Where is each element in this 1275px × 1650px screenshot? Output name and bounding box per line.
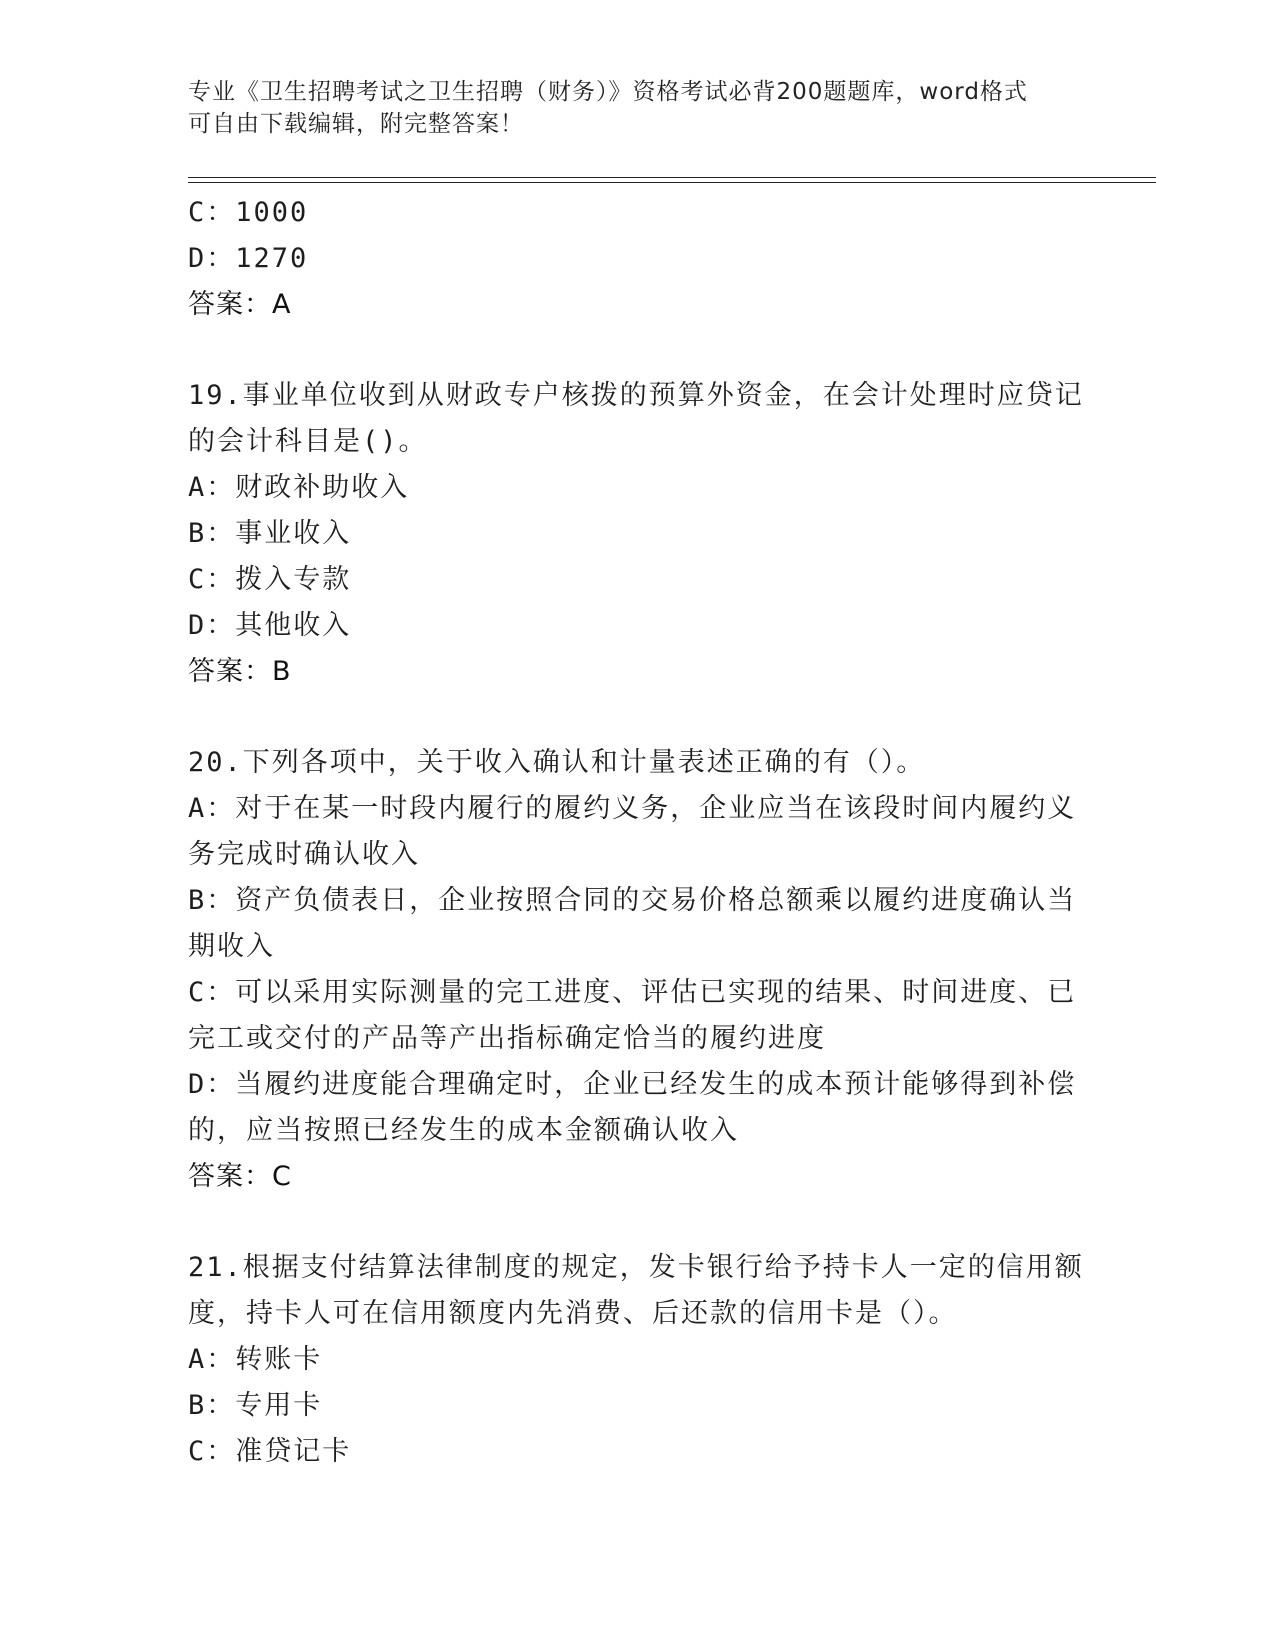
option-line: 务完成时确认收入 (188, 839, 420, 870)
question-stem-line: 21.根据支付结算法律制度的规定，发卡银行给予持卡人一定的信用额 (188, 1252, 1084, 1283)
option-line: 的，应当按照已经发生的成本金额确认收入 (188, 1115, 739, 1146)
option-line: C：准贷记卡 (188, 1436, 352, 1467)
question-stem-line: 度，持卡人可在信用额度内先消费、后还款的信用卡是（）。 (188, 1298, 958, 1329)
question-stem-line: 19.事业单位收到从财政专户核拨的预算外资金，在会计处理时应贷记 (188, 380, 1084, 411)
header-line-2: 可自由下载编辑，附完整答案！ (188, 111, 524, 137)
option-line: A：财政补助收入 (188, 472, 410, 503)
option-line: C：可以采用实际测量的完工进度、评估已实现的结果、时间进度、已 (188, 977, 1077, 1008)
header-divider-bottom (188, 182, 1156, 183)
option-line: C：1000 (188, 197, 309, 228)
answer-line: 答案：C (188, 1161, 292, 1192)
header-line-1: 专业《卫生招聘考试之卫生招聘（财务）》资格考试必背200题题库，word格式 (188, 79, 1028, 105)
option-line: D：其他收入 (188, 610, 352, 641)
option-line: A：对于在某一时段内履行的履约义务，企业应当在该段时间内履约义 (188, 793, 1077, 824)
document-body (188, 190, 1084, 1475)
header-divider-top (188, 177, 1156, 178)
option-line: D：1270 (188, 243, 309, 274)
option-line: C：拨入专款 (188, 564, 352, 595)
question-20 (188, 740, 1078, 1200)
option-line: A：转账卡 (188, 1344, 323, 1375)
option-line: D：当履约进度能合理确定时，企业已经发生的成本预计能够得到补偿 (188, 1069, 1077, 1100)
question-stem-line: 20.下列各项中，关于收入确认和计量表述正确的有（）。 (188, 747, 926, 778)
answer-line: 答案：A (188, 289, 292, 320)
question-18-tail (188, 190, 1078, 328)
document-header (188, 76, 1088, 140)
question-21 (188, 1245, 1084, 1475)
option-line: B：专用卡 (188, 1390, 323, 1421)
answer-line: 答案：B (188, 656, 292, 687)
option-line: 完工或交付的产品等产出指标确定恰当的履约进度 (188, 1023, 826, 1054)
question-stem-line: 的会计科目是()。 (188, 426, 428, 457)
option-line: B：资产负债表日，企业按照合同的交易价格总额乘以履约进度确认当 (188, 885, 1077, 916)
option-line: 期收入 (188, 931, 275, 962)
question-19 (188, 373, 1084, 695)
option-line: B：事业收入 (188, 518, 352, 549)
